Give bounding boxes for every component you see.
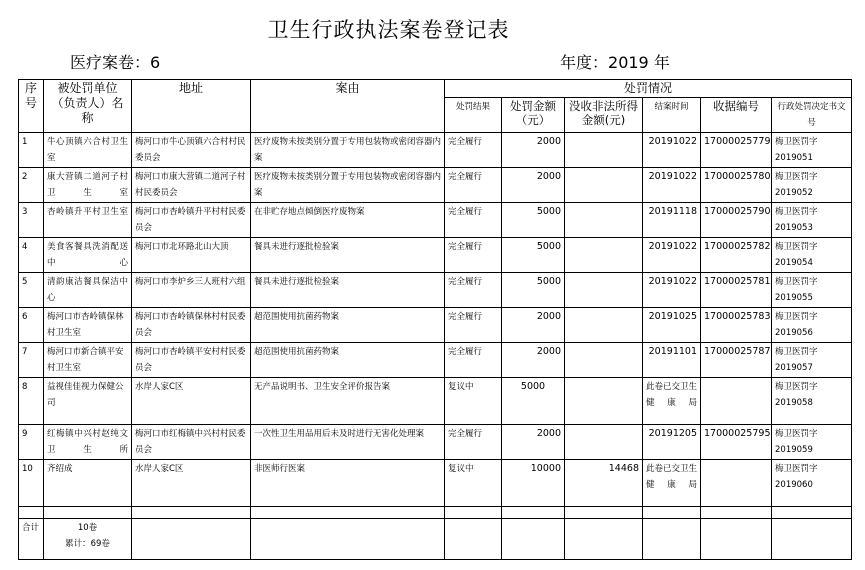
cell-address: 梅河口市杏岭镇升平村村民委员会 (132, 203, 251, 238)
cell-decision: 梅卫医罚字2019059 (772, 425, 852, 460)
cell-result: 复议中 (445, 460, 502, 507)
cell-decision: 梅卫医罚字2019053 (772, 203, 852, 238)
cell-address: 梅河口市康大营镇二道河子村村民委员会 (132, 168, 251, 203)
cell-no: 1 (19, 133, 44, 168)
cell-amount: 2000 (502, 133, 565, 168)
cell-unit: 梅河口市新合镇平安村卫生室 (44, 343, 132, 378)
cell-confiscated (565, 273, 643, 308)
cell-result: 完全履行 (445, 168, 502, 203)
cell-date: 20191118 (643, 203, 701, 238)
cell-date: 20191022 (643, 133, 701, 168)
table-row (19, 308, 852, 343)
table-row (19, 343, 852, 378)
cell-confiscated (565, 308, 643, 343)
cell-decision: 梅卫医罚字2019057 (772, 343, 852, 378)
cell-confiscated (565, 238, 643, 273)
cell-address: 梅河口市北环路北山大顶 (132, 238, 251, 273)
table-row (19, 238, 852, 273)
cell-date: 20191205 (643, 425, 701, 460)
register-table (18, 79, 852, 560)
cell-address: 梅河口市红梅镇中兴村村民委员会 (132, 425, 251, 460)
cell-unit: 杏岭镇升平村卫生室 (44, 203, 132, 238)
cell-amount: 2000 (502, 343, 565, 378)
cell-date: 20191025 (643, 308, 701, 343)
cell-confiscated (565, 378, 643, 425)
cell-no: 9 (19, 425, 44, 460)
header-unit: 被处罚单位（负责人）名称 (44, 80, 132, 133)
header-seq: 序号 (19, 80, 44, 133)
cell-decision: 梅卫医罚字2019056 (772, 308, 852, 343)
cell-decision: 梅卫医罚字2019060 (772, 460, 852, 507)
cell-result: 完全履行 (445, 343, 502, 378)
cell-cause: 无产品说明书、卫生安全评价报告案 (251, 378, 445, 425)
cell-decision: 梅卫医罚字2019051 (772, 133, 852, 168)
cell-cause: 在非贮存地点倾倒医疗废物案 (251, 203, 445, 238)
total-row (19, 519, 852, 560)
case-volume-value: 6 (150, 53, 161, 72)
header-receipt: 收据编号 (701, 98, 772, 133)
table-row (19, 133, 852, 168)
cell-cause: 餐具未进行逐批检验案 (251, 238, 445, 273)
cell-no: 6 (19, 308, 44, 343)
page-title: 卫生行政执法案卷登记表 (267, 18, 510, 42)
cell-amount: 2000 (502, 425, 565, 460)
cell-cause: 超范围使用抗菌药物案 (251, 343, 445, 378)
cell-unit: 梅河口市杏岭镇保林村卫生室 (44, 308, 132, 343)
cell-date: 此卷已交卫生健康局 (643, 378, 701, 425)
table-row (19, 203, 852, 238)
cell-result: 完全履行 (445, 133, 502, 168)
header-decision: 行政处罚决定书文号 (772, 98, 852, 133)
table-row (19, 425, 852, 460)
cell-date: 20191022 (643, 238, 701, 273)
cell-receipt: 17000025787 (701, 343, 772, 378)
cell-cause: 医疗废物未按类别分置于专用包装物或密闭容器内案 (251, 168, 445, 203)
cell-amount: 2000 (502, 168, 565, 203)
table-row (19, 273, 852, 308)
header-amount: 处罚金额（元） (502, 98, 565, 133)
header-address: 地址 (132, 80, 251, 133)
header-close-date: 结案时间 (643, 98, 701, 133)
cell-confiscated (565, 133, 643, 168)
cell-unit: 红梅镇中兴村赵纯文卫生所 (44, 425, 132, 460)
cell-receipt (701, 460, 772, 507)
cell-cause: 非医师行医案 (251, 460, 445, 507)
cell-result: 完全履行 (445, 238, 502, 273)
cell-result: 完全履行 (445, 425, 502, 460)
cell-receipt: 17000025781 (701, 273, 772, 308)
cell-unit: 康大营镇二道河子村卫生室 (44, 168, 132, 203)
header-penalty: 处罚情况 (445, 80, 852, 98)
cell-no: 5 (19, 273, 44, 308)
header-confiscated: 没收非法所得金额(元) (565, 98, 643, 133)
cell-amount: 5000 (502, 203, 565, 238)
cell-confiscated (565, 425, 643, 460)
cell-receipt: 17000025783 (701, 308, 772, 343)
cell-address: 梅河口市杏岭镇平安村村民委员会 (132, 343, 251, 378)
cell-receipt (701, 378, 772, 425)
total-volumes (44, 519, 132, 560)
cell-date: 此卷已交卫生健康局 (643, 460, 701, 507)
total-volume-count: 10卷 (77, 523, 98, 533)
cell-unit: 益视佳佳视力保健公司 (44, 378, 132, 425)
cell-no: 10 (19, 460, 44, 507)
cell-confiscated (565, 203, 643, 238)
case-volume-label: 医疗案卷： (70, 53, 151, 72)
table-row (19, 168, 852, 203)
cell-decision: 梅卫医罚字2019054 (772, 238, 852, 273)
cell-unit: 齐绍成 (44, 460, 132, 507)
cell-cause: 餐具未进行逐批检验案 (251, 273, 445, 308)
cell-result: 完全履行 (445, 308, 502, 343)
cell-amount: 10000 (502, 460, 565, 507)
cell-date: 20191022 (643, 273, 701, 308)
table-row (19, 378, 852, 425)
cell-no: 4 (19, 238, 44, 273)
empty-row (19, 507, 852, 519)
cell-receipt: 17000025780 (701, 168, 772, 203)
cell-address: 水岸人家C区 (132, 378, 251, 425)
cell-unit: 清韵康洁餐具保洁中心 (44, 273, 132, 308)
header-cause: 案由 (251, 80, 445, 133)
cell-receipt: 17000025782 (701, 238, 772, 273)
cell-address: 水岸人家C区 (132, 460, 251, 507)
cell-result: 完全履行 (445, 203, 502, 238)
year (560, 50, 670, 73)
cell-cause: 医疗废物未按类别分置于专用包装物或密闭容器内案 (251, 133, 445, 168)
cell-amount: 2000 (502, 308, 565, 343)
cell-no: 3 (19, 203, 44, 238)
cell-address: 梅河口市李炉乡三人班村六组 (132, 273, 251, 308)
cell-no: 8 (19, 378, 44, 425)
cell-date: 20191101 (643, 343, 701, 378)
table-row (19, 460, 852, 507)
cell-cause: 一次性卫生用品用后未及时进行无害化处理案 (251, 425, 445, 460)
cell-receipt: 17000025779 (701, 133, 772, 168)
case-volume (70, 50, 160, 73)
year-label: 年度： (560, 53, 609, 72)
cell-result: 复议中 (445, 378, 502, 425)
cell-confiscated: 14468 (565, 460, 643, 507)
cell-cause: 超范围使用抗菌药物案 (251, 308, 445, 343)
total-cumulative: 累计：69卷 (65, 539, 110, 549)
cell-receipt: 17000025790 (701, 203, 772, 238)
cell-date: 20191022 (643, 168, 701, 203)
cell-confiscated (565, 168, 643, 203)
year-value: 2019 年 (608, 53, 670, 72)
cell-result: 完全履行 (445, 273, 502, 308)
cell-unit: 牛心顶镇六合村卫生室 (44, 133, 132, 168)
cell-amount: 5000 (502, 378, 565, 425)
cell-address: 梅河口市牛心顶镇六合村村民委员会 (132, 133, 251, 168)
total-label: 合计 (19, 519, 44, 560)
cell-unit: 美食客餐具洗消配送中心 (44, 238, 132, 273)
cell-decision: 梅卫医罚字2019058 (772, 378, 852, 425)
cell-receipt: 17000025795 (701, 425, 772, 460)
cell-confiscated (565, 343, 643, 378)
cell-address: 梅河口市杏岭镇保林村村民委员会 (132, 308, 251, 343)
header-result: 处罚结果 (445, 98, 502, 133)
cell-no: 7 (19, 343, 44, 378)
cell-amount: 5000 (502, 238, 565, 273)
cell-decision: 梅卫医罚字2019055 (772, 273, 852, 308)
cell-amount: 5000 (502, 273, 565, 308)
cell-no: 2 (19, 168, 44, 203)
cell-decision: 梅卫医罚字2019052 (772, 168, 852, 203)
